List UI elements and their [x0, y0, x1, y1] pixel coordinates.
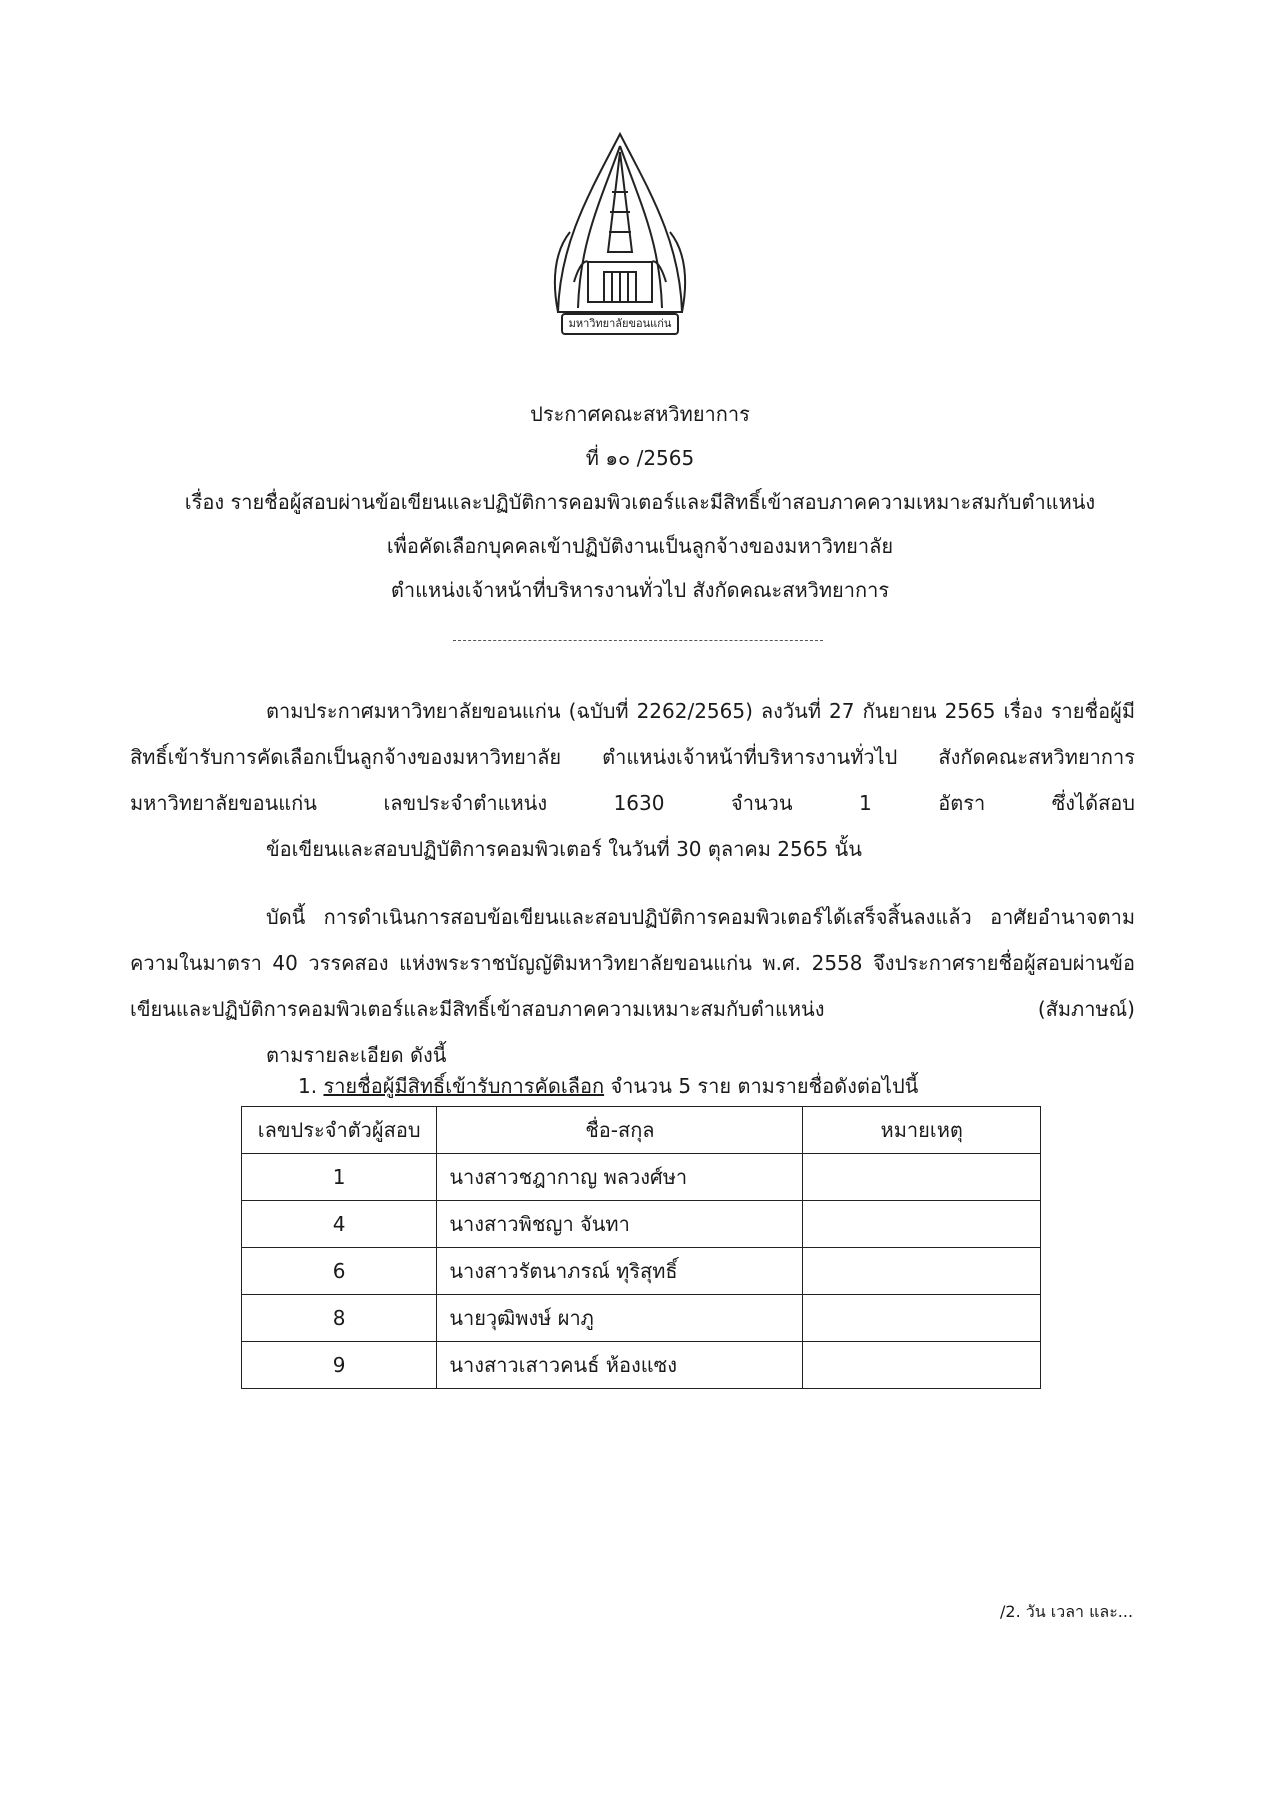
exam-id-cell: 4 — [242, 1201, 437, 1248]
paragraph-background — [130, 688, 1135, 872]
list-number: 1. — [298, 1074, 318, 1098]
announcement-subject-line2: เพื่อคัดเลือกบุคคลเข้าปฏิบัติงานเป็นลูกจ้างของมหาวิทยาลัย — [386, 534, 894, 558]
paragraph-background-text: ตามประกาศมหาวิทยาลัยขอนแก่น (ฉบับที่ 2262/2565) ลงวันที่ 27 กันยายน 2565 เรื่อง รายชื่อผู้มีสิทธิ์เข้ารับการคัดเลือกเป็นลูกจ้างของมหาวิทยาลัย ตำแหน่งเจ้าหน้าที่บริหารงานทั่วไป สังกัดคณะสหวิทยาการ มหาวิทยาลัยขอนแก่น เลขประจำตำแหน่ง 1630 จำนวน 1 อัตรา ซึ่งได้สอบ — [130, 699, 1135, 815]
exam-id-cell: 6 — [242, 1248, 437, 1295]
university-emblem — [550, 132, 690, 344]
column-header-remark: หมายเหตุ — [803, 1107, 1041, 1154]
remark-cell — [803, 1201, 1041, 1248]
page-continuation: /2. วัน เวลา และ... — [1000, 1602, 1134, 1621]
exam-id-cell: 8 — [242, 1295, 437, 1342]
table-header-row — [242, 1107, 1041, 1154]
paragraph-announcement-last-line: ตามรายละเอียด ดังนี้ — [266, 1043, 447, 1067]
candidates-table — [241, 1106, 1041, 1389]
remark-cell — [803, 1154, 1041, 1201]
table-row — [242, 1201, 1041, 1248]
list-heading — [298, 1068, 918, 1104]
name-cell: นายวุฒิพงษ์ ผาภู — [437, 1295, 803, 1342]
paragraph-background-last-line: ข้อเขียนและสอบปฏิบัติการคอมพิวเตอร์ ในวันที่ 30 ตุลาคม 2565 นั้น — [266, 837, 862, 861]
remark-cell — [803, 1248, 1041, 1295]
table-row — [242, 1295, 1041, 1342]
table-row — [242, 1154, 1041, 1201]
column-header-exam-id: เลขประจำตัวผู้สอบ — [242, 1107, 437, 1154]
name-cell: นางสาวรัตนาภรณ์ ทุริสุทธิ์ — [437, 1248, 803, 1295]
announcement-subject-line3: ตำแหน่งเจ้าหน้าที่บริหารงานทั่วไป สังกัดคณะสหวิทยาการ — [390, 578, 890, 602]
remark-cell — [803, 1295, 1041, 1342]
announcement-subject: เรื่อง รายชื่อผู้สอบผ่านข้อเขียนและปฏิบัติการคอมพิวเตอร์และมีสิทธิ์เข้าสอบภาคความเหมาะสมกับตำแหน่ง — [184, 490, 1096, 514]
announcement-number: ที่ ๑๐ /2565 — [585, 446, 695, 470]
exam-id-cell: 1 — [242, 1154, 437, 1201]
remark-cell — [803, 1342, 1041, 1389]
list-heading-underlined: รายชื่อผู้มีสิทธิ์เข้ารับการคัดเลือก — [323, 1074, 605, 1098]
name-cell: นางสาวชฎากาญ พลวงศ์ษา — [437, 1154, 803, 1201]
heading-divider — [453, 640, 823, 641]
paragraph-announcement-text: บัดนี้ การดำเนินการสอบข้อเขียนและสอบปฏิบัติการคอมพิวเตอร์ได้เสร็จสิ้นลงแล้ว อาศัยอำนาจตามความในมาตรา 40 วรรคสอง แห่งพระราชบัญญัติมหาวิทยาลัยขอนแก่น พ.ศ. 2558 จึงประกาศรายชื่อผู้สอบผ่านข้อเขียนและปฏิบัติการคอมพิวเตอร์และมีสิทธิ์เข้าสอบภาคความเหมาะสมกับตำแหน่ง (สัมภาษณ์) — [130, 905, 1135, 1021]
paragraph-announcement — [130, 894, 1135, 1078]
table-row — [242, 1248, 1041, 1295]
column-header-name: ชื่อ-สกุล — [437, 1107, 803, 1154]
list-heading-count: จำนวน 5 ราย ตามรายชื่อดังต่อไปนี้ — [610, 1074, 919, 1098]
emblem-name: มหาวิทยาลัยขอนแก่น — [568, 317, 672, 330]
name-cell: นางสาวเสาวคนธ์ ห้องแซง — [437, 1342, 803, 1389]
exam-id-cell: 9 — [242, 1342, 437, 1389]
table-row — [242, 1342, 1041, 1389]
name-cell: นางสาวพิชญา จันทา — [437, 1201, 803, 1248]
announcement-title: ประกาศคณะสหวิทยาการ — [530, 402, 750, 426]
